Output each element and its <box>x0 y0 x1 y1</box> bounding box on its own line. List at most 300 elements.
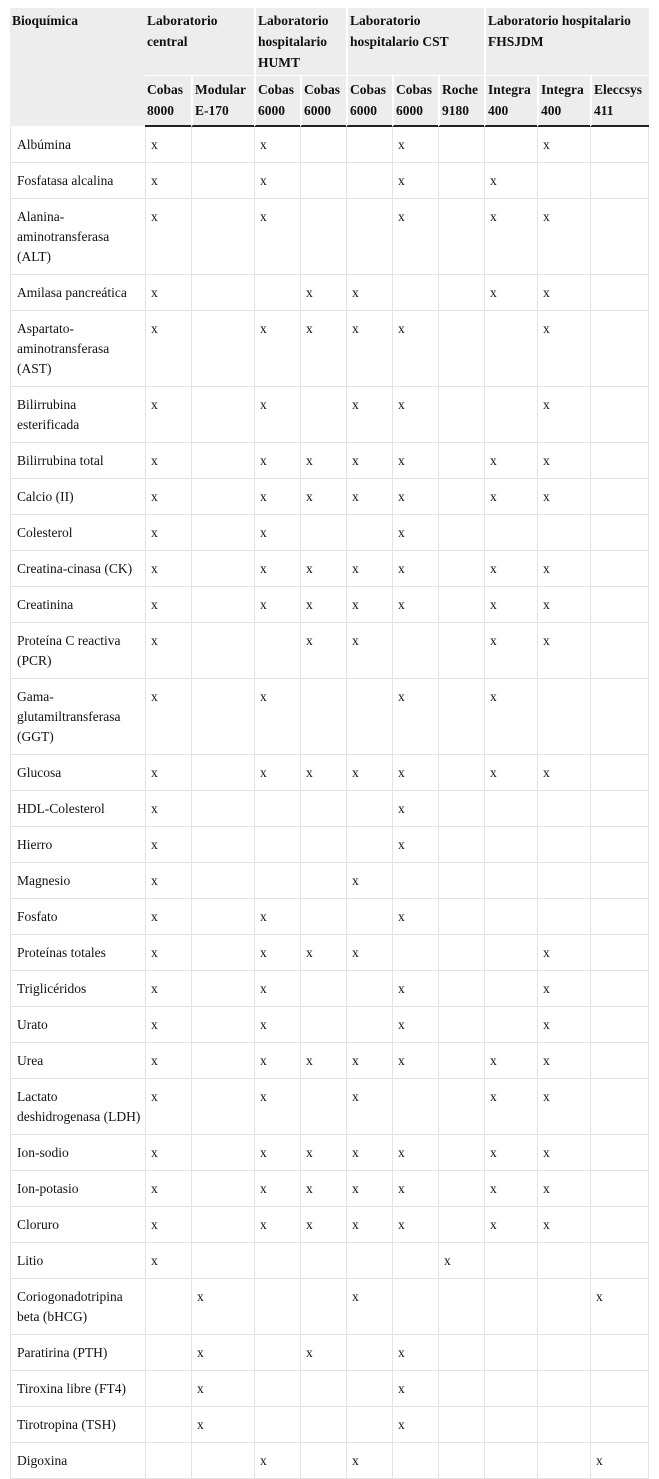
mark-cell: x <box>191 1335 254 1371</box>
mark-cell: x <box>392 515 438 551</box>
mark-cell: x <box>254 127 300 163</box>
mark-cell <box>438 755 484 791</box>
header-group-cst: Laboratorio hospitalario CST <box>346 8 484 76</box>
mark-cell <box>590 623 649 679</box>
mark-cell: x <box>484 1043 537 1079</box>
mark-cell <box>438 1443 484 1479</box>
mark-cell <box>145 1443 191 1479</box>
mark-cell <box>438 827 484 863</box>
mark-cell: x <box>254 971 300 1007</box>
analyzer-header: Roche 9180 <box>438 76 484 127</box>
mark-cell <box>300 899 346 935</box>
table-row <box>10 163 649 199</box>
mark-cell <box>346 163 392 199</box>
mark-cell: x <box>392 1371 438 1407</box>
mark-cell <box>438 899 484 935</box>
mark-cell <box>191 827 254 863</box>
mark-cell: x <box>484 587 537 623</box>
mark-cell: x <box>346 935 392 971</box>
mark-cell <box>300 971 346 1007</box>
mark-cell: x <box>392 587 438 623</box>
mark-cell: x <box>392 971 438 1007</box>
mark-cell: x <box>590 1443 649 1479</box>
mark-cell <box>191 275 254 311</box>
mark-cell <box>438 1171 484 1207</box>
mark-cell <box>346 1371 392 1407</box>
table-row <box>10 587 649 623</box>
mark-cell <box>346 791 392 827</box>
mark-cell: x <box>537 311 590 387</box>
mark-cell <box>590 827 649 863</box>
mark-cell <box>590 311 649 387</box>
mark-cell: x <box>145 863 191 899</box>
mark-cell <box>590 1335 649 1371</box>
mark-cell <box>438 1279 484 1335</box>
mark-cell <box>191 443 254 479</box>
mark-cell <box>438 1007 484 1043</box>
mark-cell <box>590 587 649 623</box>
mark-cell: x <box>537 1171 590 1207</box>
mark-cell: x <box>484 443 537 479</box>
mark-cell <box>392 935 438 971</box>
analyte-name: Triglicéridos <box>10 971 145 1007</box>
analyte-name: Ion-potasio <box>10 1171 145 1207</box>
mark-cell <box>438 199 484 275</box>
analyte-name: Coriogonadotripina beta (bHCG) <box>10 1279 145 1335</box>
mark-cell: x <box>300 1043 346 1079</box>
mark-cell <box>438 1043 484 1079</box>
mark-cell: x <box>484 551 537 587</box>
analyzer-header: Cobas 6000 <box>300 76 346 127</box>
mark-cell <box>300 1407 346 1443</box>
mark-cell <box>346 515 392 551</box>
mark-cell: x <box>537 199 590 275</box>
analyte-name: Cloruro <box>10 1207 145 1243</box>
mark-cell: x <box>254 755 300 791</box>
mark-cell <box>484 1279 537 1335</box>
mark-cell: x <box>254 551 300 587</box>
table-row <box>10 551 649 587</box>
mark-cell <box>191 1079 254 1135</box>
table-row <box>10 755 649 791</box>
mark-cell <box>392 1079 438 1135</box>
table-row <box>10 899 649 935</box>
mark-cell <box>191 899 254 935</box>
mark-cell: x <box>392 551 438 587</box>
mark-cell: x <box>392 755 438 791</box>
mark-cell <box>438 1079 484 1135</box>
mark-cell: x <box>392 479 438 515</box>
mark-cell: x <box>300 1207 346 1243</box>
mark-cell <box>300 1371 346 1407</box>
analyte-name: Urea <box>10 1043 145 1079</box>
mark-cell: x <box>254 899 300 935</box>
analyte-name: Magnesio <box>10 863 145 899</box>
mark-cell <box>438 791 484 827</box>
mark-cell: x <box>254 311 300 387</box>
table-row <box>10 479 649 515</box>
mark-cell <box>537 1371 590 1407</box>
analyte-name: Bilirrubina total <box>10 443 145 479</box>
mark-cell <box>300 1079 346 1135</box>
mark-cell <box>300 1443 346 1479</box>
analyzer-header: Cobas 6000 <box>392 76 438 127</box>
mark-cell <box>145 1335 191 1371</box>
mark-cell: x <box>254 443 300 479</box>
mark-cell <box>590 551 649 587</box>
mark-cell <box>484 935 537 971</box>
mark-cell <box>590 1079 649 1135</box>
analyte-name: HDL-Colesterol <box>10 791 145 827</box>
mark-cell <box>438 623 484 679</box>
table-row <box>10 623 649 679</box>
mark-cell: x <box>145 971 191 1007</box>
mark-cell <box>191 199 254 275</box>
mark-cell: x <box>537 127 590 163</box>
mark-cell <box>346 679 392 755</box>
mark-cell <box>438 587 484 623</box>
mark-cell <box>537 1335 590 1371</box>
analyte-name: Fosfatasa alcalina <box>10 163 145 199</box>
mark-cell <box>191 863 254 899</box>
header-group-humt: Laboratorio hospitalario HUMT <box>254 8 346 76</box>
mark-cell <box>484 827 537 863</box>
mark-cell: x <box>145 1079 191 1135</box>
mark-cell <box>590 1371 649 1407</box>
mark-cell <box>300 163 346 199</box>
mark-cell: x <box>145 587 191 623</box>
mark-cell: x <box>191 1371 254 1407</box>
mark-cell: x <box>300 551 346 587</box>
mark-cell <box>484 127 537 163</box>
mark-cell: x <box>346 1171 392 1207</box>
mark-cell: x <box>484 1207 537 1243</box>
mark-cell <box>590 899 649 935</box>
mark-cell: x <box>537 935 590 971</box>
mark-cell <box>392 1443 438 1479</box>
mark-cell: x <box>145 755 191 791</box>
table-row <box>10 1407 649 1443</box>
mark-cell <box>191 311 254 387</box>
mark-cell <box>537 1443 590 1479</box>
mark-cell <box>590 1007 649 1043</box>
mark-cell <box>590 679 649 755</box>
mark-cell: x <box>392 791 438 827</box>
mark-cell: x <box>254 1171 300 1207</box>
mark-cell: x <box>145 679 191 755</box>
mark-cell <box>484 1407 537 1443</box>
mark-cell: x <box>145 551 191 587</box>
mark-cell <box>254 827 300 863</box>
mark-cell <box>438 1135 484 1171</box>
analyte-name: Amilasa pancreática <box>10 275 145 311</box>
mark-cell <box>484 1335 537 1371</box>
analyzer-header: Integra 400 <box>537 76 590 127</box>
mark-cell: x <box>145 387 191 443</box>
mark-cell: x <box>346 275 392 311</box>
mark-cell <box>438 515 484 551</box>
mark-cell: x <box>346 387 392 443</box>
mark-cell <box>438 275 484 311</box>
table-row <box>10 1043 649 1079</box>
mark-cell <box>438 311 484 387</box>
mark-cell: x <box>392 1207 438 1243</box>
mark-cell: x <box>254 935 300 971</box>
analyzer-header: Modular E-170 <box>191 76 254 127</box>
mark-cell: x <box>484 1135 537 1171</box>
mark-cell: x <box>145 163 191 199</box>
mark-cell: x <box>254 1207 300 1243</box>
analyzer-header: Cobas 6000 <box>254 76 300 127</box>
mark-cell <box>537 863 590 899</box>
mark-cell: x <box>145 1171 191 1207</box>
mark-cell <box>438 163 484 199</box>
mark-cell <box>191 587 254 623</box>
table-row <box>10 935 649 971</box>
mark-cell: x <box>484 199 537 275</box>
mark-cell: x <box>346 623 392 679</box>
table-row <box>10 275 649 311</box>
mark-cell: x <box>392 387 438 443</box>
mark-cell <box>484 1007 537 1043</box>
mark-cell: x <box>145 1007 191 1043</box>
mark-cell <box>537 827 590 863</box>
analyte-name: Digoxina <box>10 1443 145 1479</box>
mark-cell <box>590 387 649 443</box>
analyte-name: Paratirina (PTH) <box>10 1335 145 1371</box>
analyzer-table <box>10 8 649 1479</box>
mark-cell <box>438 679 484 755</box>
mark-cell <box>590 163 649 199</box>
mark-cell: x <box>392 163 438 199</box>
mark-cell: x <box>191 1407 254 1443</box>
mark-cell: x <box>392 1171 438 1207</box>
mark-cell <box>590 935 649 971</box>
mark-cell: x <box>392 827 438 863</box>
analyte-name: Bilirrubina esterificada <box>10 387 145 443</box>
mark-cell: x <box>537 587 590 623</box>
table-row <box>10 1007 649 1043</box>
mark-cell: x <box>145 199 191 275</box>
mark-cell: x <box>145 443 191 479</box>
mark-cell <box>590 755 649 791</box>
analyte-name: Calcio (II) <box>10 479 145 515</box>
mark-cell <box>300 1279 346 1335</box>
mark-cell: x <box>346 479 392 515</box>
mark-cell <box>191 1171 254 1207</box>
table-row <box>10 679 649 755</box>
table-row <box>10 863 649 899</box>
mark-cell <box>484 311 537 387</box>
table-row <box>10 127 649 163</box>
analyte-name: Lactato deshidrogenasa (LDH) <box>10 1079 145 1135</box>
mark-cell <box>346 199 392 275</box>
mark-cell: x <box>484 1079 537 1135</box>
mark-cell <box>346 1335 392 1371</box>
mark-cell <box>191 551 254 587</box>
mark-cell: x <box>145 1043 191 1079</box>
mark-cell <box>191 515 254 551</box>
mark-cell <box>346 899 392 935</box>
mark-cell: x <box>145 1243 191 1279</box>
mark-cell <box>346 971 392 1007</box>
analyzer-header: Integra 400 <box>484 76 537 127</box>
mark-cell: x <box>590 1279 649 1335</box>
table-row <box>10 1279 649 1335</box>
analyte-name: Fosfato <box>10 899 145 935</box>
mark-cell <box>392 1279 438 1335</box>
mark-cell: x <box>145 479 191 515</box>
mark-cell: x <box>392 1335 438 1371</box>
analyzer-header: Cobas 8000 <box>145 76 191 127</box>
analyte-name: Litio <box>10 1243 145 1279</box>
mark-cell: x <box>145 1207 191 1243</box>
mark-cell <box>300 863 346 899</box>
group-header-row <box>10 8 649 76</box>
table-body <box>10 127 649 1479</box>
mark-cell: x <box>346 755 392 791</box>
mark-cell <box>392 1243 438 1279</box>
mark-cell <box>537 899 590 935</box>
mark-cell <box>254 863 300 899</box>
mark-cell <box>346 1243 392 1279</box>
table-row <box>10 1243 649 1279</box>
mark-cell <box>590 199 649 275</box>
mark-cell <box>590 479 649 515</box>
mark-cell <box>537 1243 590 1279</box>
mark-cell: x <box>254 515 300 551</box>
mark-cell: x <box>346 1443 392 1479</box>
mark-cell <box>484 791 537 827</box>
mark-cell <box>438 1207 484 1243</box>
mark-cell: x <box>392 311 438 387</box>
mark-cell <box>590 863 649 899</box>
analyte-name: Alanina-aminotransferasa (ALT) <box>10 199 145 275</box>
mark-cell: x <box>346 1079 392 1135</box>
mark-cell <box>438 127 484 163</box>
mark-cell <box>590 1207 649 1243</box>
mark-cell <box>254 1407 300 1443</box>
analyzer-header: Cobas 6000 <box>346 76 392 127</box>
mark-cell <box>300 1243 346 1279</box>
mark-cell <box>191 479 254 515</box>
mark-cell <box>191 387 254 443</box>
mark-cell <box>438 935 484 971</box>
analyte-name: Ion-sodio <box>10 1135 145 1171</box>
header-bioquimica: Bioquímica <box>10 8 145 127</box>
mark-cell <box>392 275 438 311</box>
mark-cell <box>590 1171 649 1207</box>
mark-cell <box>145 1279 191 1335</box>
mark-cell <box>300 827 346 863</box>
mark-cell <box>346 1407 392 1443</box>
table-row <box>10 1207 649 1243</box>
mark-cell <box>537 163 590 199</box>
mark-cell: x <box>254 1079 300 1135</box>
mark-cell: x <box>254 163 300 199</box>
mark-cell: x <box>537 971 590 1007</box>
analyte-name: Proteínas totales <box>10 935 145 971</box>
mark-cell: x <box>484 623 537 679</box>
mark-cell: x <box>145 623 191 679</box>
mark-cell: x <box>145 1135 191 1171</box>
mark-cell <box>346 827 392 863</box>
mark-cell <box>191 623 254 679</box>
mark-cell: x <box>346 863 392 899</box>
mark-cell: x <box>484 755 537 791</box>
analyte-name: Glucosa <box>10 755 145 791</box>
table-row <box>10 1171 649 1207</box>
mark-cell: x <box>537 443 590 479</box>
mark-cell <box>346 1007 392 1043</box>
mark-cell <box>392 623 438 679</box>
mark-cell <box>145 1407 191 1443</box>
analyzer-header: Eleccsys 411 <box>590 76 649 127</box>
mark-cell <box>191 127 254 163</box>
mark-cell: x <box>145 935 191 971</box>
mark-cell <box>537 1279 590 1335</box>
table-row <box>10 827 649 863</box>
mark-cell: x <box>254 1007 300 1043</box>
mark-cell: x <box>300 935 346 971</box>
mark-cell <box>254 623 300 679</box>
mark-cell: x <box>254 679 300 755</box>
mark-cell <box>537 791 590 827</box>
mark-cell: x <box>438 1243 484 1279</box>
mark-cell <box>537 1407 590 1443</box>
table-row <box>10 515 649 551</box>
mark-cell <box>484 971 537 1007</box>
mark-cell <box>438 863 484 899</box>
mark-cell <box>438 551 484 587</box>
mark-cell: x <box>145 275 191 311</box>
mark-cell: x <box>300 587 346 623</box>
mark-cell <box>346 127 392 163</box>
mark-cell: x <box>300 623 346 679</box>
mark-cell: x <box>254 199 300 275</box>
mark-cell <box>191 163 254 199</box>
mark-cell <box>300 1007 346 1043</box>
analyte-name: Aspartato-aminotransferasa (AST) <box>10 311 145 387</box>
mark-cell: x <box>392 679 438 755</box>
mark-cell <box>300 791 346 827</box>
mark-cell: x <box>537 1007 590 1043</box>
mark-cell: x <box>484 275 537 311</box>
mark-cell: x <box>254 1135 300 1171</box>
mark-cell: x <box>300 443 346 479</box>
mark-cell: x <box>145 127 191 163</box>
mark-cell <box>484 515 537 551</box>
mark-cell <box>590 1243 649 1279</box>
mark-cell <box>191 1243 254 1279</box>
mark-cell: x <box>537 1135 590 1171</box>
mark-cell: x <box>346 311 392 387</box>
mark-cell: x <box>346 587 392 623</box>
analyte-name: Hierro <box>10 827 145 863</box>
table-row <box>10 387 649 443</box>
analyte-name: Proteína C reactiva (PCR) <box>10 623 145 679</box>
mark-cell: x <box>392 127 438 163</box>
mark-cell <box>300 679 346 755</box>
mark-cell <box>300 127 346 163</box>
mark-cell <box>537 515 590 551</box>
mark-cell <box>254 275 300 311</box>
mark-cell: x <box>392 1407 438 1443</box>
mark-cell: x <box>537 479 590 515</box>
table-row <box>10 1335 649 1371</box>
mark-cell <box>191 679 254 755</box>
analyte-name: Colesterol <box>10 515 145 551</box>
